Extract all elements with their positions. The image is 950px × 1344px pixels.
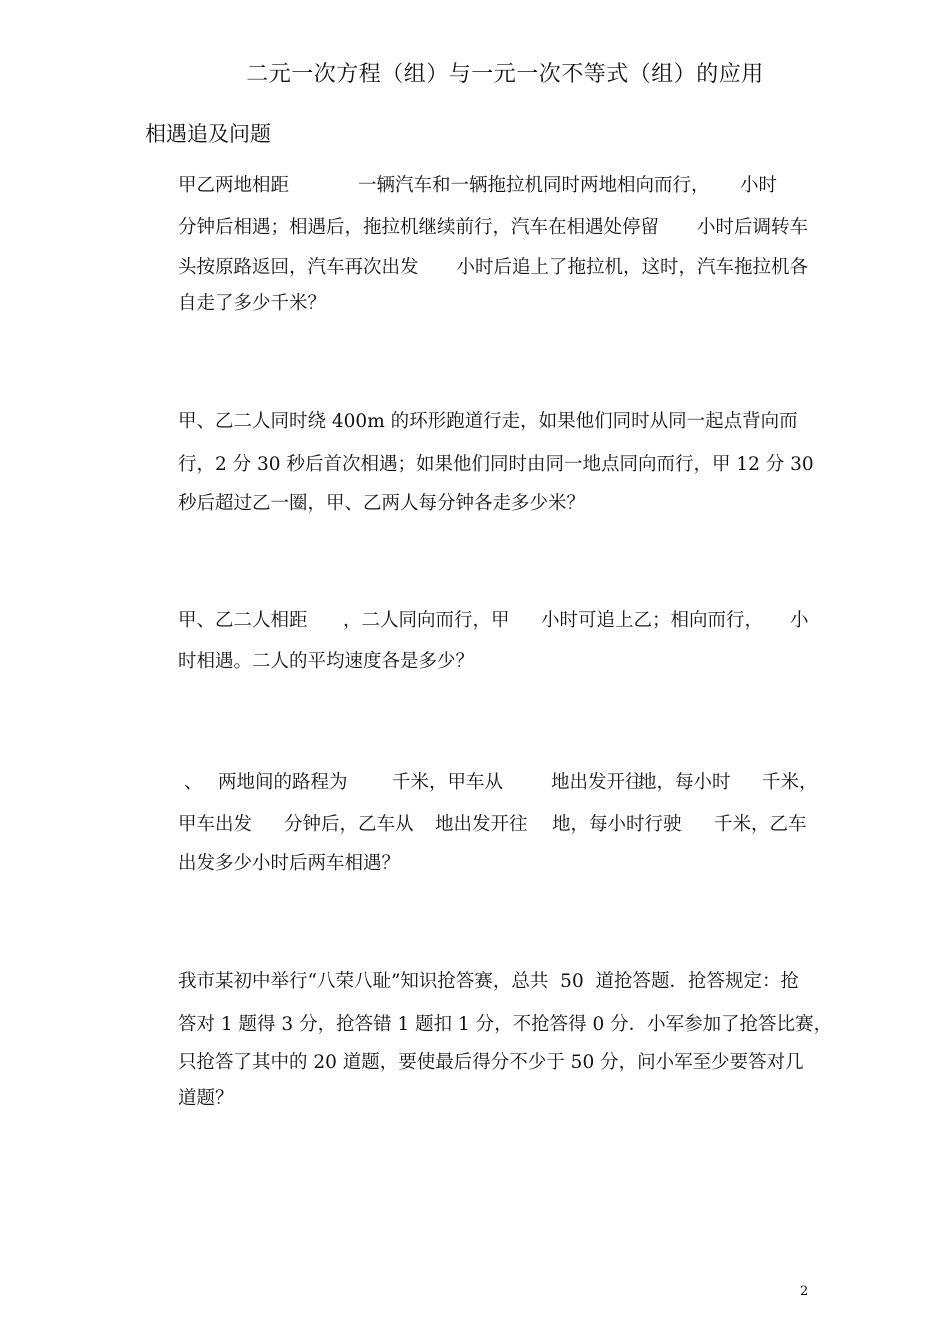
text-segment: 出发多少小时后两车相遇？: [178, 853, 401, 874]
section-heading: 相遇追及问题: [145, 122, 271, 146]
text-segment: 地，每小时行驶: [552, 814, 682, 835]
problem-2-line-3: [178, 490, 808, 518]
text-segment: 甲、乙二人相距: [178, 610, 308, 631]
problem-1-line-3: [178, 254, 808, 282]
text-segment: 只抢答了其中的 20 道题，要使最后得分不少于 50 分，问小军至少要答对几: [178, 1052, 804, 1073]
problem-2-line-1: [178, 408, 808, 436]
problem-1-line-1: [178, 172, 808, 200]
text-segment: 道题？: [178, 1088, 234, 1109]
text-segment: 秒后超过乙一圈，甲、乙两人每分钟各走多少米？: [178, 493, 586, 514]
text-segment: 千米，乙车: [714, 814, 807, 835]
text-segment: 小: [790, 610, 809, 631]
problem-3-line-1: [178, 607, 808, 635]
text-segment: 分钟后相遇；相遇后，拖拉机继续前行，汽车在相遇处停留: [178, 217, 660, 238]
text-segment: 分钟后，乙车从: [284, 814, 414, 835]
text-segment: 行，2 分 30 秒后首次相遇；如果他们同时由同一地点同向而行，甲 12 分 30: [178, 454, 814, 475]
problem-4-line-3: [178, 850, 808, 878]
text-segment: 甲、乙二人同时绕 400m 的环形跑道行走，如果他们同时从同一起点背向而: [178, 411, 798, 432]
text-segment: ，二人同向而行，甲: [343, 610, 510, 631]
text-segment: 小时: [740, 175, 778, 196]
problem-4-line-2: [178, 811, 808, 839]
problem-5-line-3: [178, 1049, 808, 1077]
problem-1-line-4: [178, 290, 808, 318]
problem-3-line-2: [178, 648, 808, 676]
text-segment: 地出发开往: [435, 814, 528, 835]
problem-5-line-1: [178, 968, 808, 996]
problem-5-line-2: [178, 1011, 833, 1039]
text-segment: 千米，甲车从: [392, 772, 504, 793]
problem-1-line-2: [178, 214, 808, 242]
problem-5-line-4: [178, 1085, 808, 1113]
text-segment: 地出发开往: [551, 772, 644, 793]
problem-4-line-1: [178, 769, 818, 797]
text-segment: 甲乙两地相距: [178, 175, 290, 196]
text-segment: 自走了多少千米？: [178, 293, 327, 314]
text-segment: 小时可追上乙；相向而行，: [541, 610, 764, 631]
text-segment: 小时后调转车: [696, 217, 808, 238]
text-segment: 千米，: [762, 772, 818, 793]
text-segment: 甲车出发: [178, 814, 253, 835]
text-segment: 时相遇。二人的平均速度各是多少？: [178, 651, 475, 672]
page-number: 2: [800, 1284, 809, 1299]
text-segment: 我市某初中举行“八荣八耻”知识抢答赛，总共 50 道抢答题．抢答规定：抢: [178, 971, 799, 992]
text-segment: 小时后追上了拖拉机，这时，汽车拖拉机各: [456, 257, 808, 278]
text-segment: 地，每小时: [638, 772, 731, 793]
problem-2-line-2: [178, 451, 814, 479]
text-segment: 两地间的路程为: [218, 772, 348, 793]
page-title: 二元一次方程（组）与一元一次不等式（组）的应用: [246, 62, 764, 87]
text-segment: 、: [184, 772, 203, 793]
text-segment: 一辆汽车和一辆拖拉机同时两地相向而行，: [358, 175, 710, 196]
text-segment: 答对 1 题得 3 分，抢答错 1 题扣 1 分，不抢答得 0 分．小军参加了抢答比赛，: [178, 1014, 833, 1035]
text-segment: 头按原路返回，汽车再次出发: [178, 257, 419, 278]
